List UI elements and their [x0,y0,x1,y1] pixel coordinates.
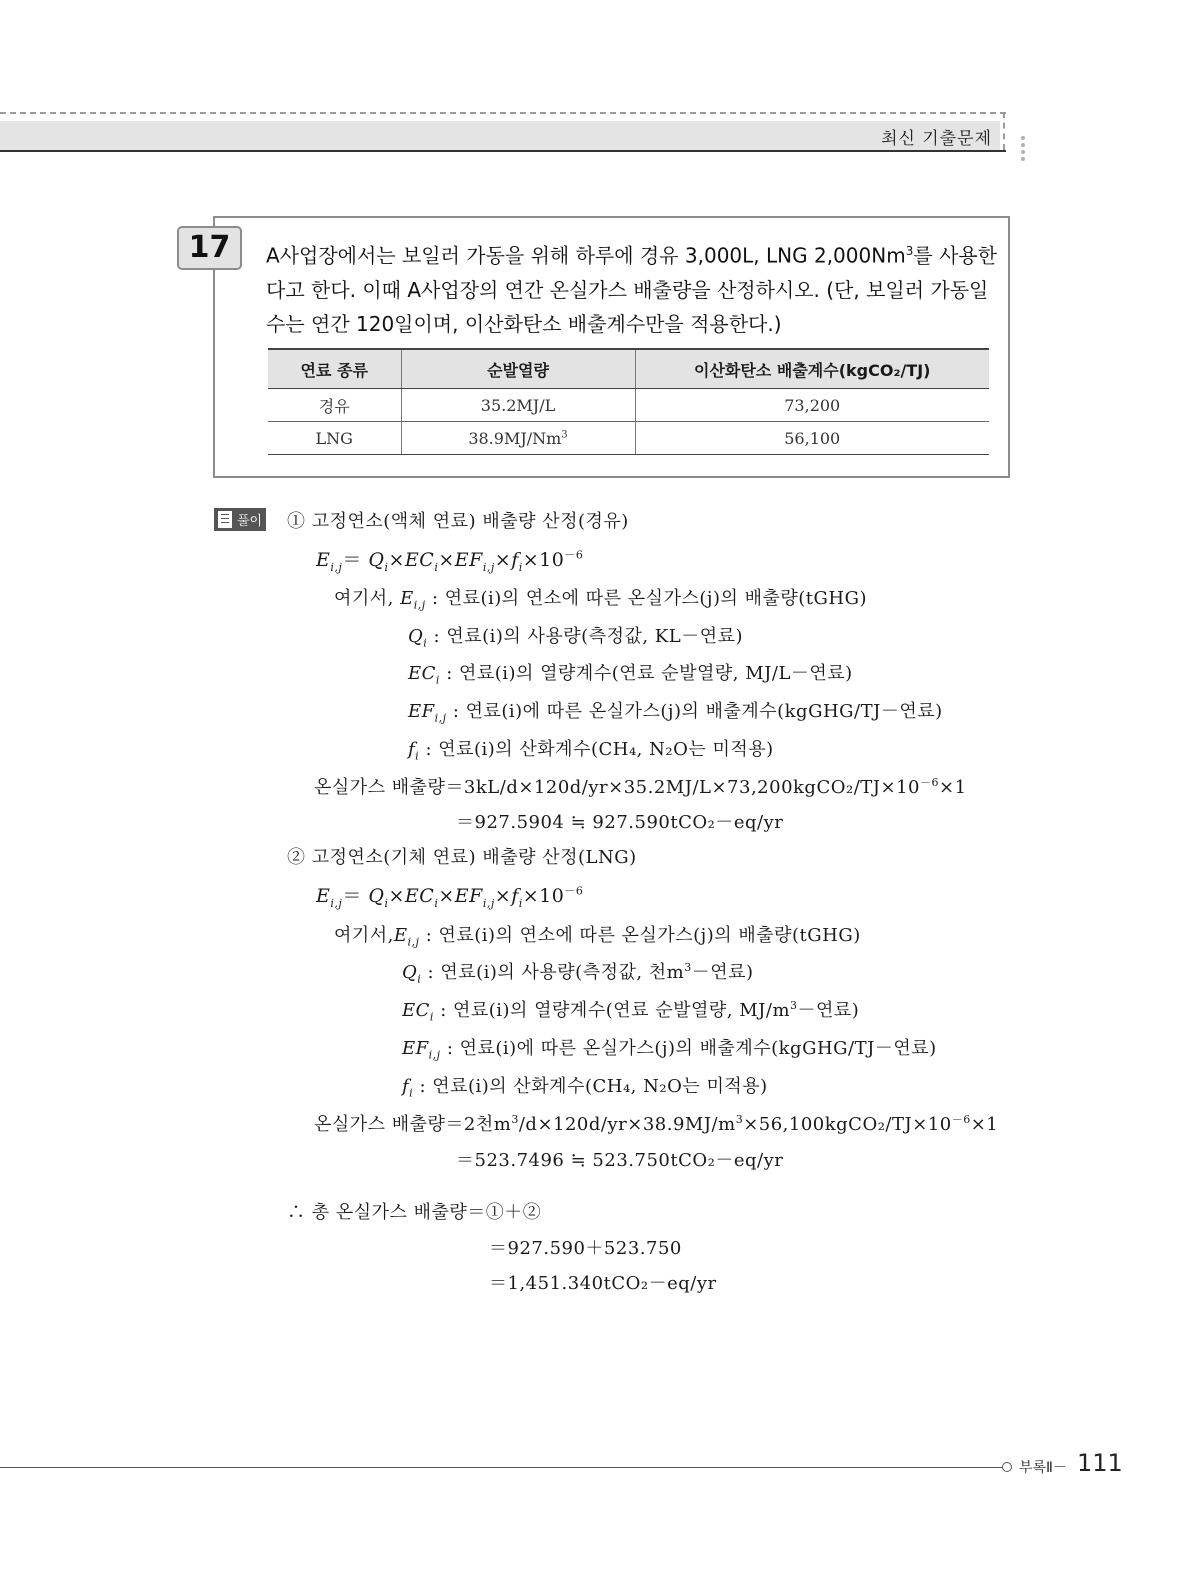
book-icon [218,511,232,528]
part2-def-q: $Q_i$ : 연료(i)의 사용량(측정값, 천$m^3-$연료) [402,961,754,986]
footer-circle [1002,1462,1012,1472]
part1-def-ef: $EF_{i,j}$ : 연료(i)에 따른 온실가스(j)의 배출계수(kgGHG/TJ－연료) [408,701,943,725]
part1-where-e: 여기서, $E_{i,j}$ : 연료(i)의 연소에 따른 온실가스(j)의 배출량(tGHG) [334,588,867,612]
part2-where-e: 여기서$,E_{i,j}$ : 연료(i)의 연소에 따른 온실가스(j)의 배출량(tGHG) [334,925,861,949]
total-line-3: ＝1,451.340tCO₂－eq/yr [489,1273,717,1294]
part1-def-q: $Q_i$ : 연료(i)의 사용량(측정값, KL－연료) [408,626,743,650]
col-ncv: 순발열량 [401,349,635,389]
part2-def-ec: $EC_i$ : 연료(i)의 열량계수(연료 순발열량, $MJ/m^3-$연료) [402,999,860,1024]
cell-ef: 73,200 [635,389,989,422]
part1-result: ＝927.5904 ≒ 927.590tCO₂－eq/yr [456,812,784,833]
cell-fuel: 경유 [268,389,401,422]
part1-def-ec: $EC_i$ : 연료(i)의 열량계수(연료 순발열량, MJ/L－연료) [408,663,853,687]
total-line-1: ∴ 총 온실가스 배출량＝①＋② [287,1202,542,1223]
part2-calc: 온실가스 배출량＝2천$m^3/d\times 120d/yr\times 38.9MJ/m^3\times 56,100kgCO_2/TJ\times 10^{-6}\times 1$ [314,1113,999,1135]
header-vertical-dash [1003,112,1005,150]
footer-label: 부록Ⅱ－ [1019,1460,1067,1476]
part1-formula: $E_{i,j}= Q_i\times EC_i\times EF_{i,j}\times f_i\times 10^{-6}$ [316,548,584,574]
footer-rule [0,1467,1003,1468]
part2-def-f: $f_i$ : 연료(i)의 산화계수(CH₄, N₂O는 미적용) [402,1076,768,1100]
col-emission-factor: 이산화탄소 배출계수(kgCO₂/TJ) [635,349,989,389]
table-row [268,389,989,422]
page-number: 111 [1077,1449,1123,1477]
part1-def-f: $f_i$ : 연료(i)의 산화계수(CH₄, N₂O는 미적용) [408,739,774,763]
header-dots [1021,136,1025,164]
part2-result: ＝523.7496 ≒ 523.750tCO₂－eq/yr [456,1150,784,1171]
header-title: 최신 기출문제 [881,129,992,149]
header-band [0,121,1000,150]
part2-title: ② 고정연소(기체 연료) 배출량 산정(LNG) [287,847,637,868]
problem-number: 17 [177,226,242,270]
table-row [268,422,989,455]
fuel-table [268,348,989,455]
solution-badge [214,508,266,531]
part2-formula: $E_{i,j}= Q_i\times EC_i\times EF_{i,j}\times f_i\times 10^{-6}$ [316,884,584,910]
problem-line-2: 다고 한다. 이때 A사업장의 연간 온실가스 배출량을 산정하시오. (단, 보일러 가동일 [266,277,989,302]
cell-ef: 56,100 [635,422,989,455]
cell-ncv: 35.2MJ/L [401,389,635,422]
solution-badge-label: 풀이 [237,514,263,529]
part1-calc: 온실가스 배출량$=3kL/d\times 120d/yr\times 35.2MJ/L\times 73,200kgCO_2/TJ\times 10^{-6}\times 1$ [314,776,967,798]
problem-line-1: A사업장에서는 보일러 가동을 위해 하루에 경유 3,000L, LNG 2,000Nm$^3$를 사용한 [266,243,997,268]
cell-ncv: 38.9MJ/Nm$^3$ [401,422,635,455]
problem-line-3: 수는 연간 120일이며, 이산화탄소 배출계수만을 적용한다.) [266,311,782,336]
cell-fuel: LNG [268,422,401,455]
header-dashed-line [0,112,1006,114]
total-line-2: ＝927.590＋523.750 [489,1238,682,1259]
header-rule [0,150,1006,152]
col-fuel-type: 연료 종류 [268,349,401,389]
part2-def-ef: $EF_{i,j}$ : 연료(i)에 따른 온실가스(j)의 배출계수(kgGHG/TJ－연료) [402,1038,937,1062]
problem-text [266,234,996,341]
part1-title: ① 고정연소(액체 연료) 배출량 산정(경유) [287,511,629,532]
table-header-row [268,349,989,389]
